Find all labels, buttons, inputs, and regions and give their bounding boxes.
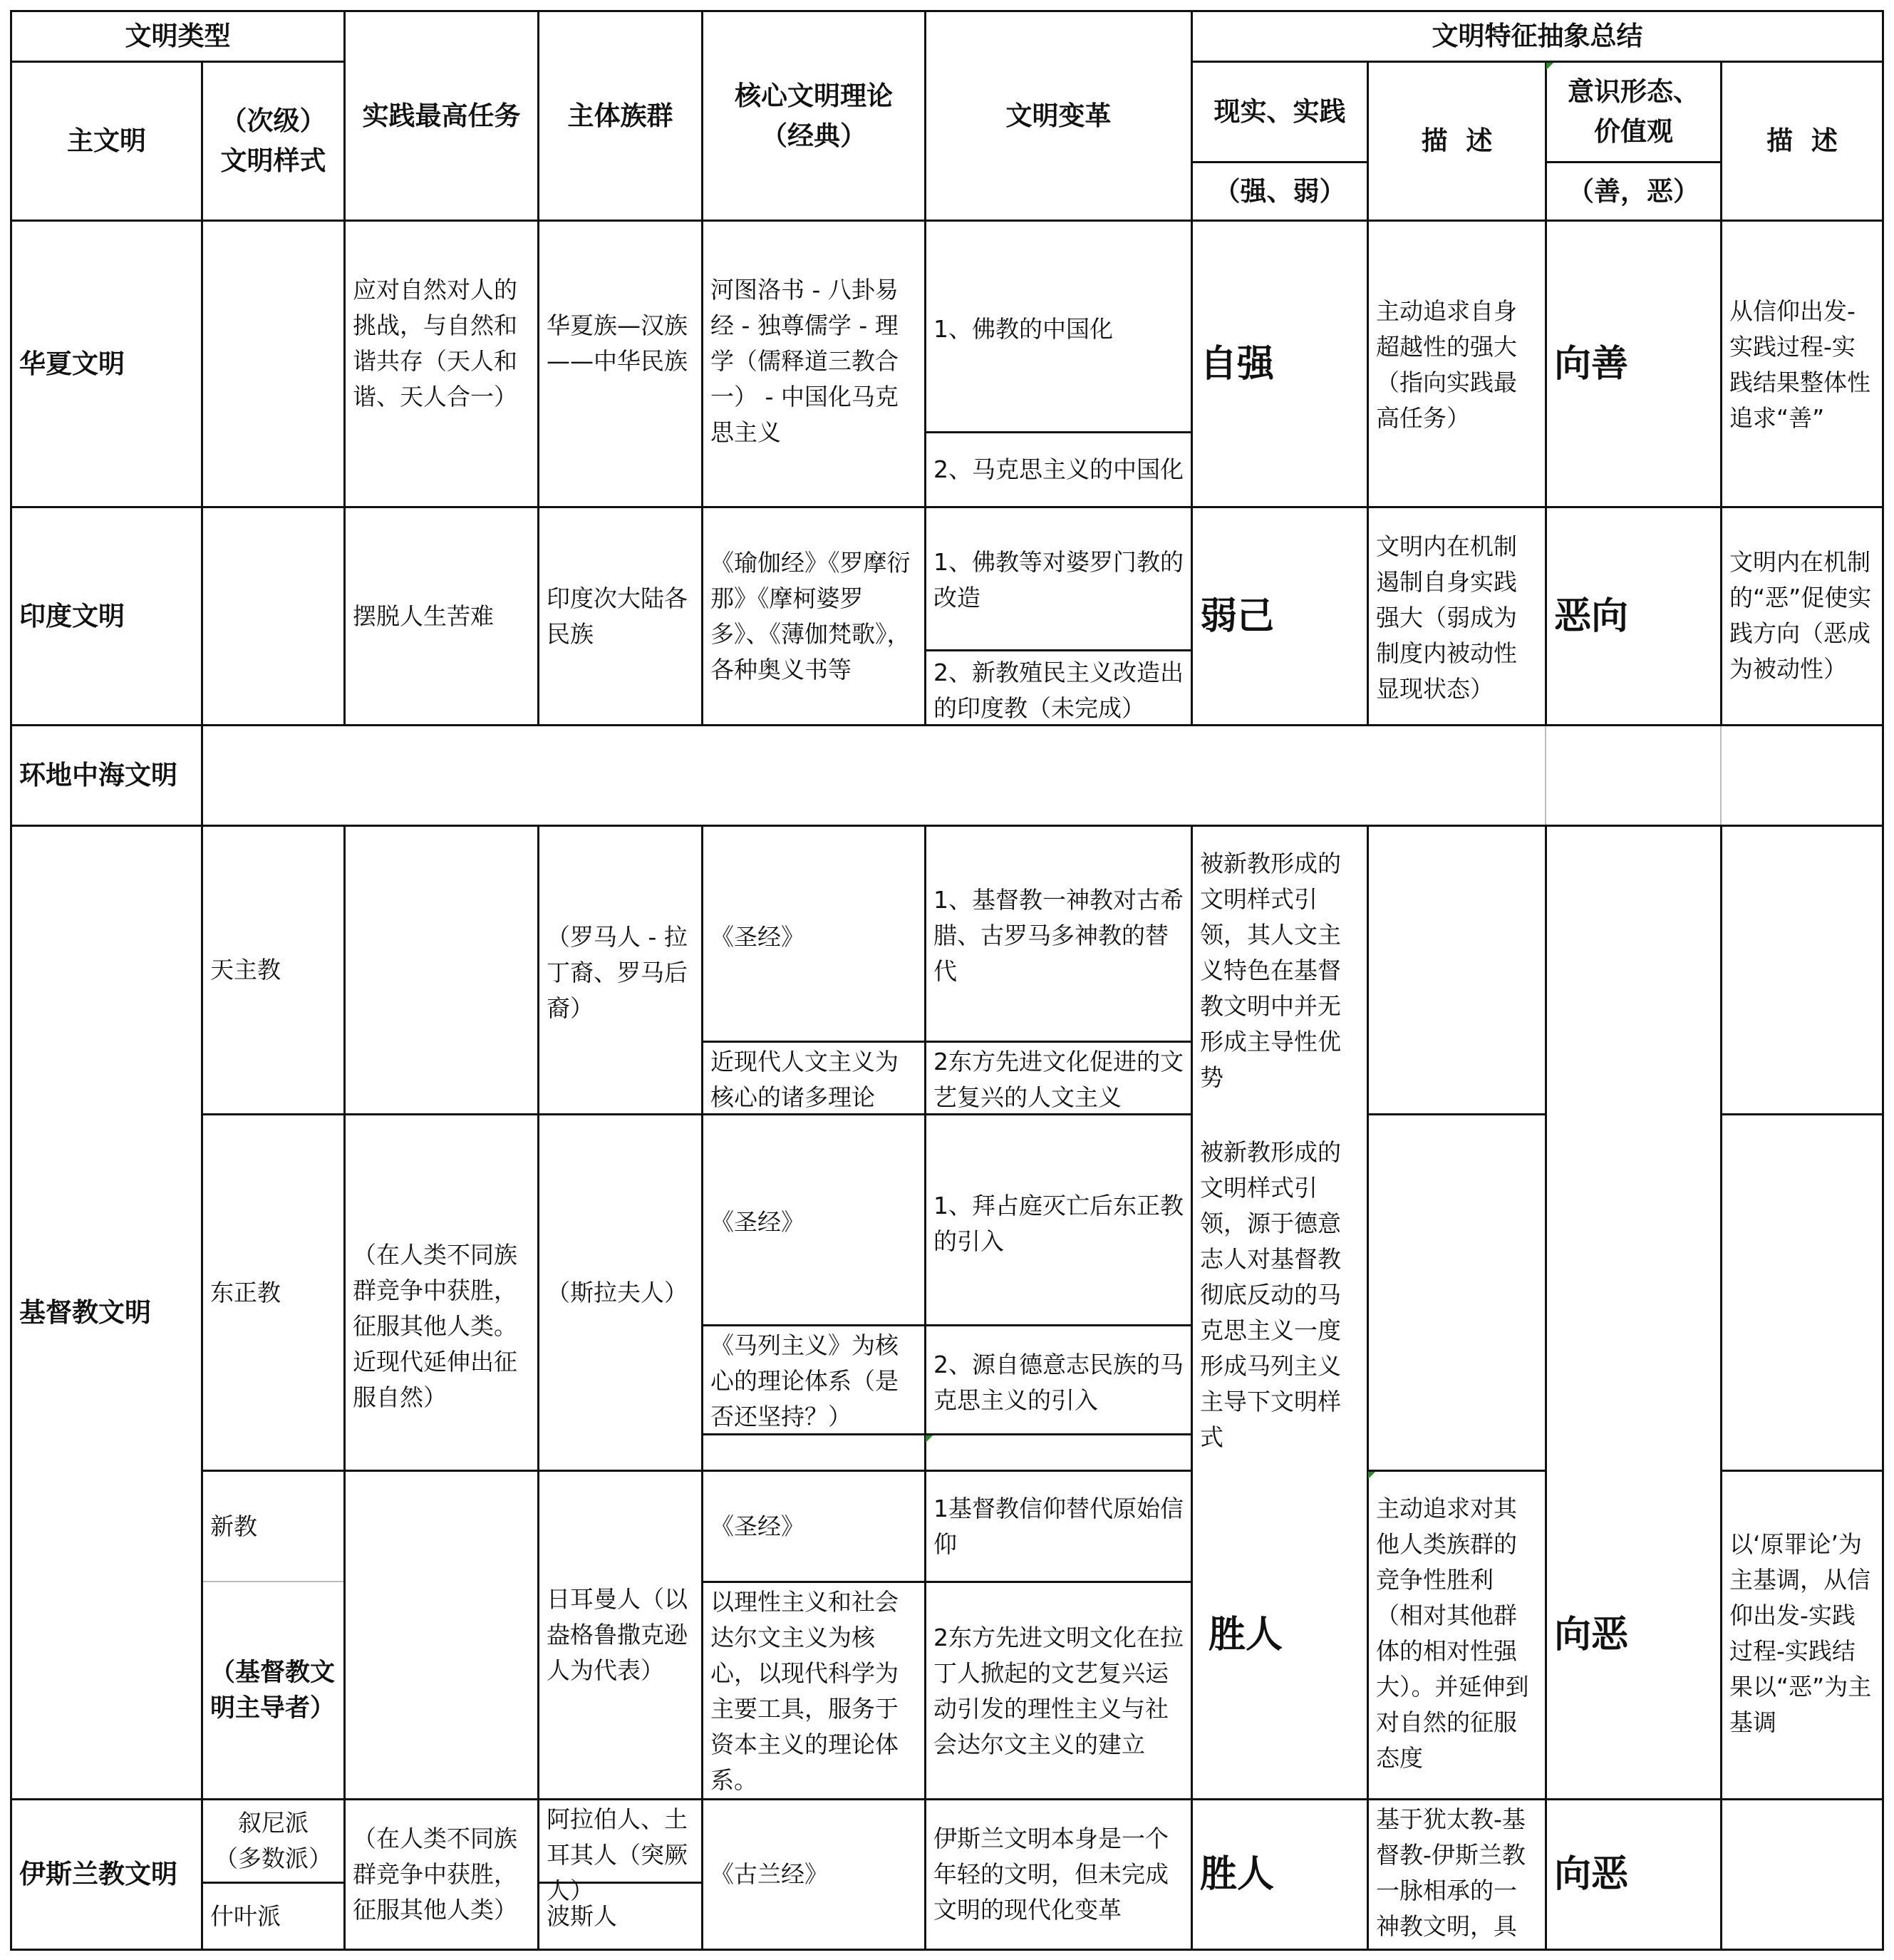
protestant-style: 新教 — [210, 1512, 257, 1540]
header-summary: 文明特征抽象总结 — [1432, 21, 1643, 51]
row-label-mediterranean: 环地中海文明 — [19, 760, 177, 790]
islam-theory: 《古兰经》 — [710, 1860, 828, 1888]
cell-comment-marker — [1368, 1472, 1375, 1479]
protestant-reality: 胜人 — [1209, 1614, 1283, 1656]
header-desc-2: 描 述 — [1766, 125, 1838, 156]
india-reform-2: 2、新教殖民主义改造出的印度教（未完成） — [933, 659, 1184, 722]
header-strong-weak: （强、弱） — [1213, 175, 1346, 207]
grid-line — [1720, 1113, 1884, 1115]
grid-line — [1720, 1470, 1884, 1472]
orthodox-theory-1: 《圣经》 — [710, 1208, 804, 1236]
catholic-reform-1: 1、基督教一神教对古希腊、古罗马多神教的替代 — [933, 886, 1184, 985]
india-task: 摆脱人生苦难 — [353, 602, 494, 630]
india-ethnic: 印度次大陆各民族 — [547, 584, 688, 648]
huaxia-desc-1: 主动追求自身超越性的强大（指向实践最高任务） — [1376, 297, 1517, 432]
header-theory: 核心文明理论 （经典） — [735, 80, 893, 151]
islam-reform: 伊斯兰文明本身是一个年轻的文明，但未完成文明的现代化变革 — [933, 1825, 1169, 1924]
grid-line — [1367, 1113, 1545, 1115]
orthodox-reality: 被新教形成的文明样式引领，源于德意志人对基督教彻底反动的马克思主义一度形成马列主义主导下文明样式 — [1200, 1138, 1341, 1451]
header-ethnic: 主体族群 — [567, 100, 673, 131]
huaxia-desc-2: 从信仰出发-实践过程-实践结果整体性追求“善” — [1729, 297, 1870, 432]
header-reform: 文明变革 — [1005, 100, 1112, 131]
orthodox-style: 东正教 — [210, 1278, 281, 1306]
orthodox-ethnic: （斯拉夫人） — [547, 1278, 688, 1306]
row-label-islam: 伊斯兰教文明 — [19, 1859, 177, 1889]
protestant-reform-1: 1基督教信仰替代原始信仰 — [933, 1495, 1184, 1558]
grid-line — [1720, 825, 1722, 1951]
header-ideology: 意识形态、 价值观 — [1568, 76, 1699, 147]
catholic-reality: 被新教形成的文明样式引领，其人文主义特色在基督教文明中并无形成主导性优势 — [1200, 850, 1341, 1091]
header-top-task: 实践最高任务 — [362, 100, 521, 131]
header-reality: 现实、实践 — [1213, 96, 1346, 127]
grid-line — [1367, 1470, 1545, 1472]
grid-line — [924, 649, 1191, 651]
india-reality: 弱己 — [1200, 594, 1275, 638]
huaxia-theory: 河图洛书 - 八卦易经 - 独尊儒学 - 理学（儒释道三教合一） - 中国化马克思主义 — [710, 276, 899, 446]
protestant-value: 向恶 — [1554, 1614, 1629, 1656]
protestant-leader: （基督教文明主导者） — [210, 1659, 336, 1723]
huaxia-reality: 自强 — [1200, 342, 1275, 386]
huaxia-ethnic: 华夏族—汉族——中华民族 — [547, 311, 688, 375]
row-label-india: 印度文明 — [19, 600, 125, 631]
protestant-desc-1: 主动追求对其他人类族群的竞争性胜利（相对其他群体的相对性强大）。并延伸到对自然的征服态度 — [1376, 1495, 1529, 1772]
huaxia-task: 应对自然对人的挑战，与自然和谐共存（天人和谐、天人合一） — [353, 275, 517, 411]
christian-task: （在人类不同族群竞争中获胜，征服其他人类。近现代延伸出征服自然） — [353, 1240, 517, 1411]
header-main-civ: 主文明 — [67, 125, 146, 156]
protestant-theory-2: 以理性主义和社会达尔文主义为核心，以现代科学为主要工具，服务于资本主义的理论体系。 — [710, 1588, 899, 1794]
grid-line — [10, 1949, 1884, 1951]
header-sub-style: （次级） 文明样式 — [220, 105, 326, 176]
grid-line — [1720, 726, 1722, 825]
islam-shia: 什叶派 — [210, 1902, 281, 1930]
grid-line — [1882, 10, 1884, 1951]
orthodox-reform-2: 2、源自德意志民族的马克思主义的引入 — [933, 1351, 1184, 1414]
islam-sunni: 叙尼派 （多数派） — [214, 1809, 332, 1872]
huaxia-reform-1: 1、佛教的中国化 — [933, 315, 1113, 343]
india-reform-1: 1、佛教等对婆罗门教的改造 — [933, 548, 1184, 612]
islam-reality: 胜人 — [1200, 1853, 1275, 1896]
india-value: 恶向 — [1554, 594, 1629, 638]
catholic-theory-2: 近现代人文主义为核心的诸多理论 — [710, 1048, 899, 1111]
grid-line — [1545, 726, 1546, 825]
orthodox-theory-2: 《马列主义》为核心的理论体系（是否还坚持？） — [710, 1331, 899, 1430]
row-label-huaxia: 华夏文明 — [19, 348, 125, 379]
india-theory: 《瑜伽经》《罗摩衍那》《摩柯婆罗多》、《薄伽梵歌》，各种奥义书等 — [710, 548, 911, 684]
catholic-reform-2: 2东方先进文化促进的文艺复兴的人文主义 — [933, 1048, 1184, 1111]
protestant-ethnic: 日耳曼人（以盎格鲁撒克逊人为代表） — [547, 1585, 688, 1684]
protestant-reform-2: 2东方先进文明文化在拉丁人掀起的文艺复兴运动引发的理性主义与社会达尔文主义的建立 — [933, 1624, 1184, 1758]
islam-ethnic-2: 波斯人 — [547, 1902, 617, 1930]
catholic-ethnic: （罗马人 - 拉丁裔、罗马后裔） — [547, 923, 688, 1022]
catholic-style: 天主教 — [210, 956, 281, 984]
orthodox-reform-1: 1、拜占庭灭亡后东正教的引入 — [933, 1192, 1184, 1255]
islam-desc-1: 基于犹太教-基督教-伊斯兰教一脉相承的一神教文明，具 — [1376, 1805, 1526, 1940]
header-good-evil: （善，恶） — [1568, 175, 1699, 207]
row-label-christian: 基督教文明 — [19, 1296, 151, 1328]
islam-task: （在人类不同族群竞争中获胜，征服其他人类） — [353, 1825, 517, 1924]
india-desc-1: 文明内在机制遏制自身实践强大（弱成为制度内被动性显现状态） — [1376, 532, 1517, 703]
huaxia-value: 向善 — [1554, 342, 1629, 386]
protestant-theory-1: 《圣经》 — [710, 1512, 804, 1540]
islam-value: 向恶 — [1554, 1853, 1629, 1896]
islam-ethnic-1: 阿拉伯人、土耳其人（突厥人） — [547, 1805, 688, 1904]
cell-comment-marker — [926, 1435, 933, 1443]
header-desc-1: 描 述 — [1421, 125, 1493, 156]
india-desc-2: 文明内在机制的“恶”促使实践方向（恶成为被动性） — [1729, 548, 1872, 683]
header-civ-type: 文明类型 — [125, 21, 231, 51]
catholic-theory-1: 《圣经》 — [710, 923, 804, 951]
huaxia-reform-2: 2、马克思主义的中国化 — [933, 455, 1184, 483]
grid-line — [201, 1581, 343, 1582]
protestant-desc-2: 以‘原罪论’为主基调，从信仰出发-实践过程-实践结果以“恶”为主基调 — [1729, 1530, 1872, 1736]
